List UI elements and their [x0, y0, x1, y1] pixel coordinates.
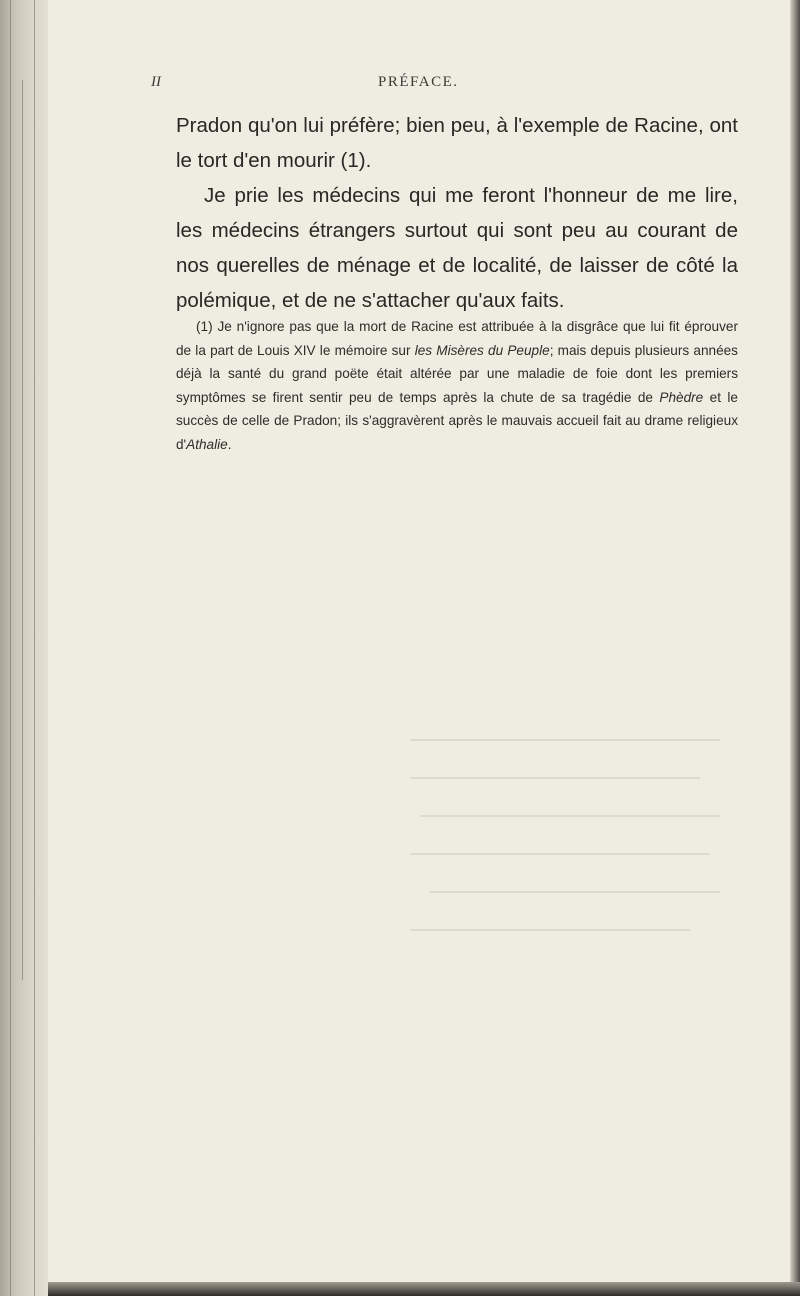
- footnote-title-miseres: les Misères du Peuple: [414, 342, 550, 358]
- footnote-text-part-3: et le succès de celle de Pradon; ils s'aggravèrent après le mauvais accueil fait au drame religieux d': [176, 389, 738, 452]
- page-bottom-edge: [48, 1282, 800, 1296]
- page-number: II: [151, 74, 161, 90]
- footnote-title-athalie: Athalie: [186, 436, 228, 452]
- footnote-marker: (1): [196, 319, 213, 334]
- footnote-section: [176, 315, 738, 457]
- footnote-text-part-4: .: [227, 436, 232, 452]
- running-head: PRÉFACE.: [378, 74, 459, 90]
- footnote-1: [176, 315, 738, 457]
- page-binding-gutter: [0, 0, 48, 1296]
- footnote-title-phedre: Phèdre: [659, 389, 704, 405]
- bleed-through-lines-icon: [400, 720, 730, 950]
- page-header: [0, 74, 800, 94]
- footnote-text-part-2: ; mais depuis plusieurs années déjà la santé du grand poëte était altérée par une maladie de foie dont les premiers symptômes se firent sentir peu de temps après la chute de sa tragédie de: [176, 342, 738, 405]
- page-right-edge: [790, 0, 800, 1296]
- paragraph-1: Pradon qu'on lui préfère; bien peu, à l'exemple de Racine, ont le tort d'en mourir (1).: [176, 114, 738, 172]
- main-text: [176, 108, 738, 318]
- bleed-through-texture: [400, 720, 730, 963]
- footnote-text-part-1: Je n'ignore pas que la mort de Racine est attribuée à la disgrâce que lui fit éprouver de la part de Louis XIV le mémoire sur: [176, 319, 738, 358]
- paragraph-2: Je prie les médecins qui me feront l'honneur de me lire, les médecins étrangers surtout qui sont peu au courant de nos querelles de ménage et de localité, de laisser de côté la polémique, et de ne s'attacher qu'aux faits.: [176, 184, 738, 312]
